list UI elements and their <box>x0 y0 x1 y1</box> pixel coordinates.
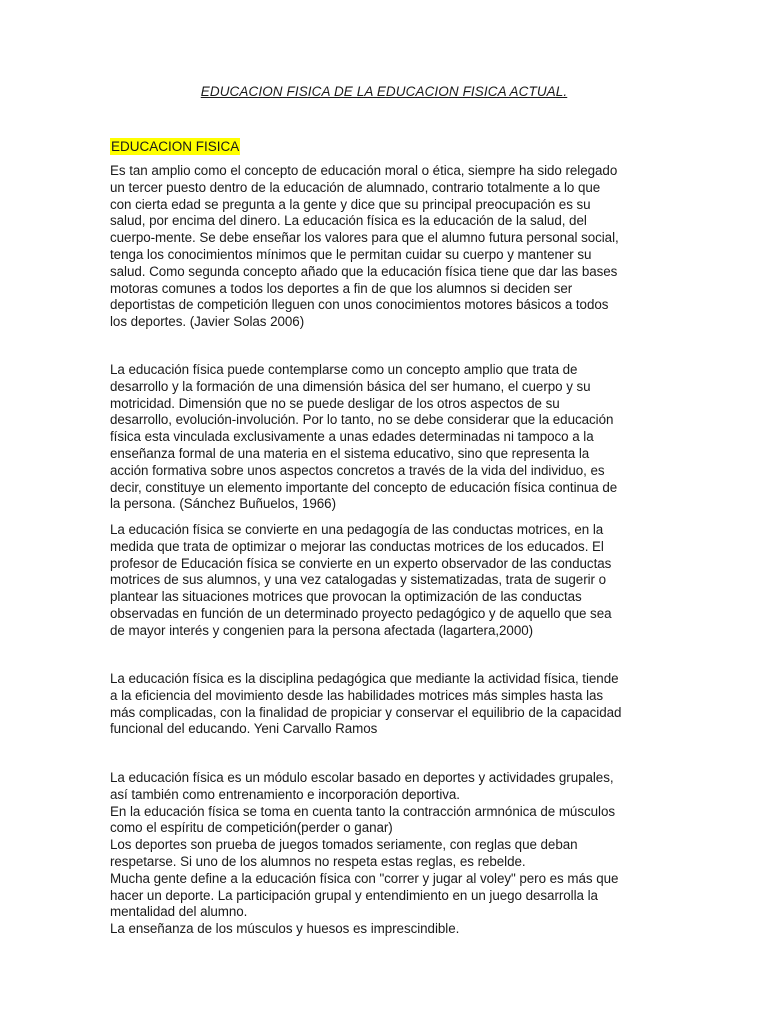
paragraph-line: mentalidad del alumno. <box>110 904 248 920</box>
paragraph-3 <box>110 522 662 640</box>
paragraph-line: motrices de sus alumnos, y una vez catalogadas y sistematizadas, trata de sugerir o <box>110 572 607 588</box>
paragraph-line: respetarse. Si uno de los alumnos no respeta estas reglas, es rebelde. <box>110 853 526 869</box>
paragraph-line: desarrollo, evolución-involución. Por lo tanto, no se debe considerar que la educación <box>110 412 614 428</box>
paragraph-line: salud. Como segunda concepto añado que la educación física tiene que dar las bases <box>110 263 618 279</box>
paragraph-line: En la educación física se toma en cuenta tanto la contracción armnónica de músculos <box>110 803 615 819</box>
paragraph-line: La educación física se convierte en una pedagogía de las conductas motrices, en la <box>110 522 604 537</box>
paragraph-line: medida que trata de optimizar o mejorar las conductas motrices de los educados. El <box>110 538 604 554</box>
paragraph-line: funcional del educando. Yeni Carvallo Ramos <box>110 721 378 737</box>
paragraph-line: física esta vinculada exclusivamente a unas edades determinadas ni tampoco a la <box>110 429 594 445</box>
paragraph-line: Es tan amplio como el concepto de educación moral o ética, siempre ha sido relegado <box>110 163 618 178</box>
paragraph-line: como el espíritu de competición(perder o ganar) <box>110 820 393 836</box>
paragraph-line: motricidad. Dimensión que no se puede desligar de los otros aspectos de su <box>110 395 560 411</box>
paragraph-4 <box>110 671 662 738</box>
paragraph-line: más complicadas, con la finalidad de propiciar y conservar el equilibrio de la capacidad <box>110 704 622 720</box>
paragraph-line: cuerpo-mente. Se debe enseñar los valores para que el alumno futura personal social, <box>110 230 619 246</box>
section-heading: EDUCACION FISICA <box>111 139 240 154</box>
paragraph-line: deportistas de competición lleguen con unos conocimientos motores básicos a todos <box>110 297 609 313</box>
paragraph-line: acción formativa sobre unos aspectos concretos a través de la vida del individuo, es <box>110 462 605 478</box>
paragraph-line: La educación física es un módulo escolar basado en deportes y actividades grupales, <box>110 770 614 785</box>
paragraph-5 <box>110 770 662 938</box>
paragraph-line: un tercer puesto dentro de la educación de alumnado, contrario totalmente a lo que <box>110 179 601 195</box>
paragraph-line: La enseñanza de los músculos y huesos es imprescindible. <box>110 921 460 937</box>
paragraph-line: los deportes. (Javier Solas 2006) <box>110 314 305 330</box>
paragraph-line: Los deportes son prueba de juegos tomados seriamente, con reglas que deban <box>110 837 578 853</box>
paragraph-line: así también como entrenamiento e incorporación deportiva. <box>110 786 460 802</box>
paragraph-line: enseñanza formal de una materia en el sistema educativo, sino que representa la <box>110 445 590 461</box>
paragraph-line: salud, por encima del dinero. La educación física es la educación de la salud, del <box>110 213 587 229</box>
paragraph-line: profesor de Educación física se convierte en un experto observador de las conductas <box>110 555 612 571</box>
paragraph-line: de mayor interés y congenien para la persona afectada (lagartera,2000) <box>110 622 534 638</box>
paragraph-1 <box>110 163 662 331</box>
paragraph-line: motoras comunes a todos los deportes a fin de que los alumnos si deciden ser <box>110 280 573 296</box>
paragraph-line: plantear las situaciones motrices que provocan la optimización de las conductas <box>110 589 582 605</box>
paragraph-line: desarrollo y la formación de una dimensión básica del ser humano, el cuerpo y su <box>110 378 591 394</box>
paragraph-line: decir, constituye un elemento importante del concepto de educación física continua de <box>110 479 618 495</box>
paragraph-line: hacer un deporte. La participación grupal y entendimiento en un juego desarrolla la <box>110 887 598 903</box>
document-title: EDUCACION FISICA DE LA EDUCACION FISICA ACTUAL. <box>200 84 568 99</box>
paragraph-line: tenga los conocimientos mínimos que le permitan cuidar su cuerpo y mantener su <box>110 246 592 262</box>
paragraph-line: Mucha gente define a la educación física con "correr y jugar al voley" pero es más que <box>110 870 619 886</box>
paragraph-line: con cierta edad se pregunta a la gente y dice que su principal preocupación es su <box>110 196 591 212</box>
paragraph-2 <box>110 362 662 513</box>
paragraph-line: la persona. (Sánchez Buñuelos, 1966) <box>110 496 336 512</box>
paragraph-line: a la eficiencia del movimiento desde las habilidades motrices más simples hasta las <box>110 687 604 703</box>
paragraph-line: observadas en función de un determinado proyecto pedagógico y de aquello que sea <box>110 605 612 621</box>
section-heading-wrapper <box>110 138 240 156</box>
paragraph-line: La educación física puede contemplarse como un concepto amplio que trata de <box>110 362 578 377</box>
paragraph-line: La educación física es la disciplina pedagógica que mediante la actividad física, tiende <box>110 671 619 686</box>
